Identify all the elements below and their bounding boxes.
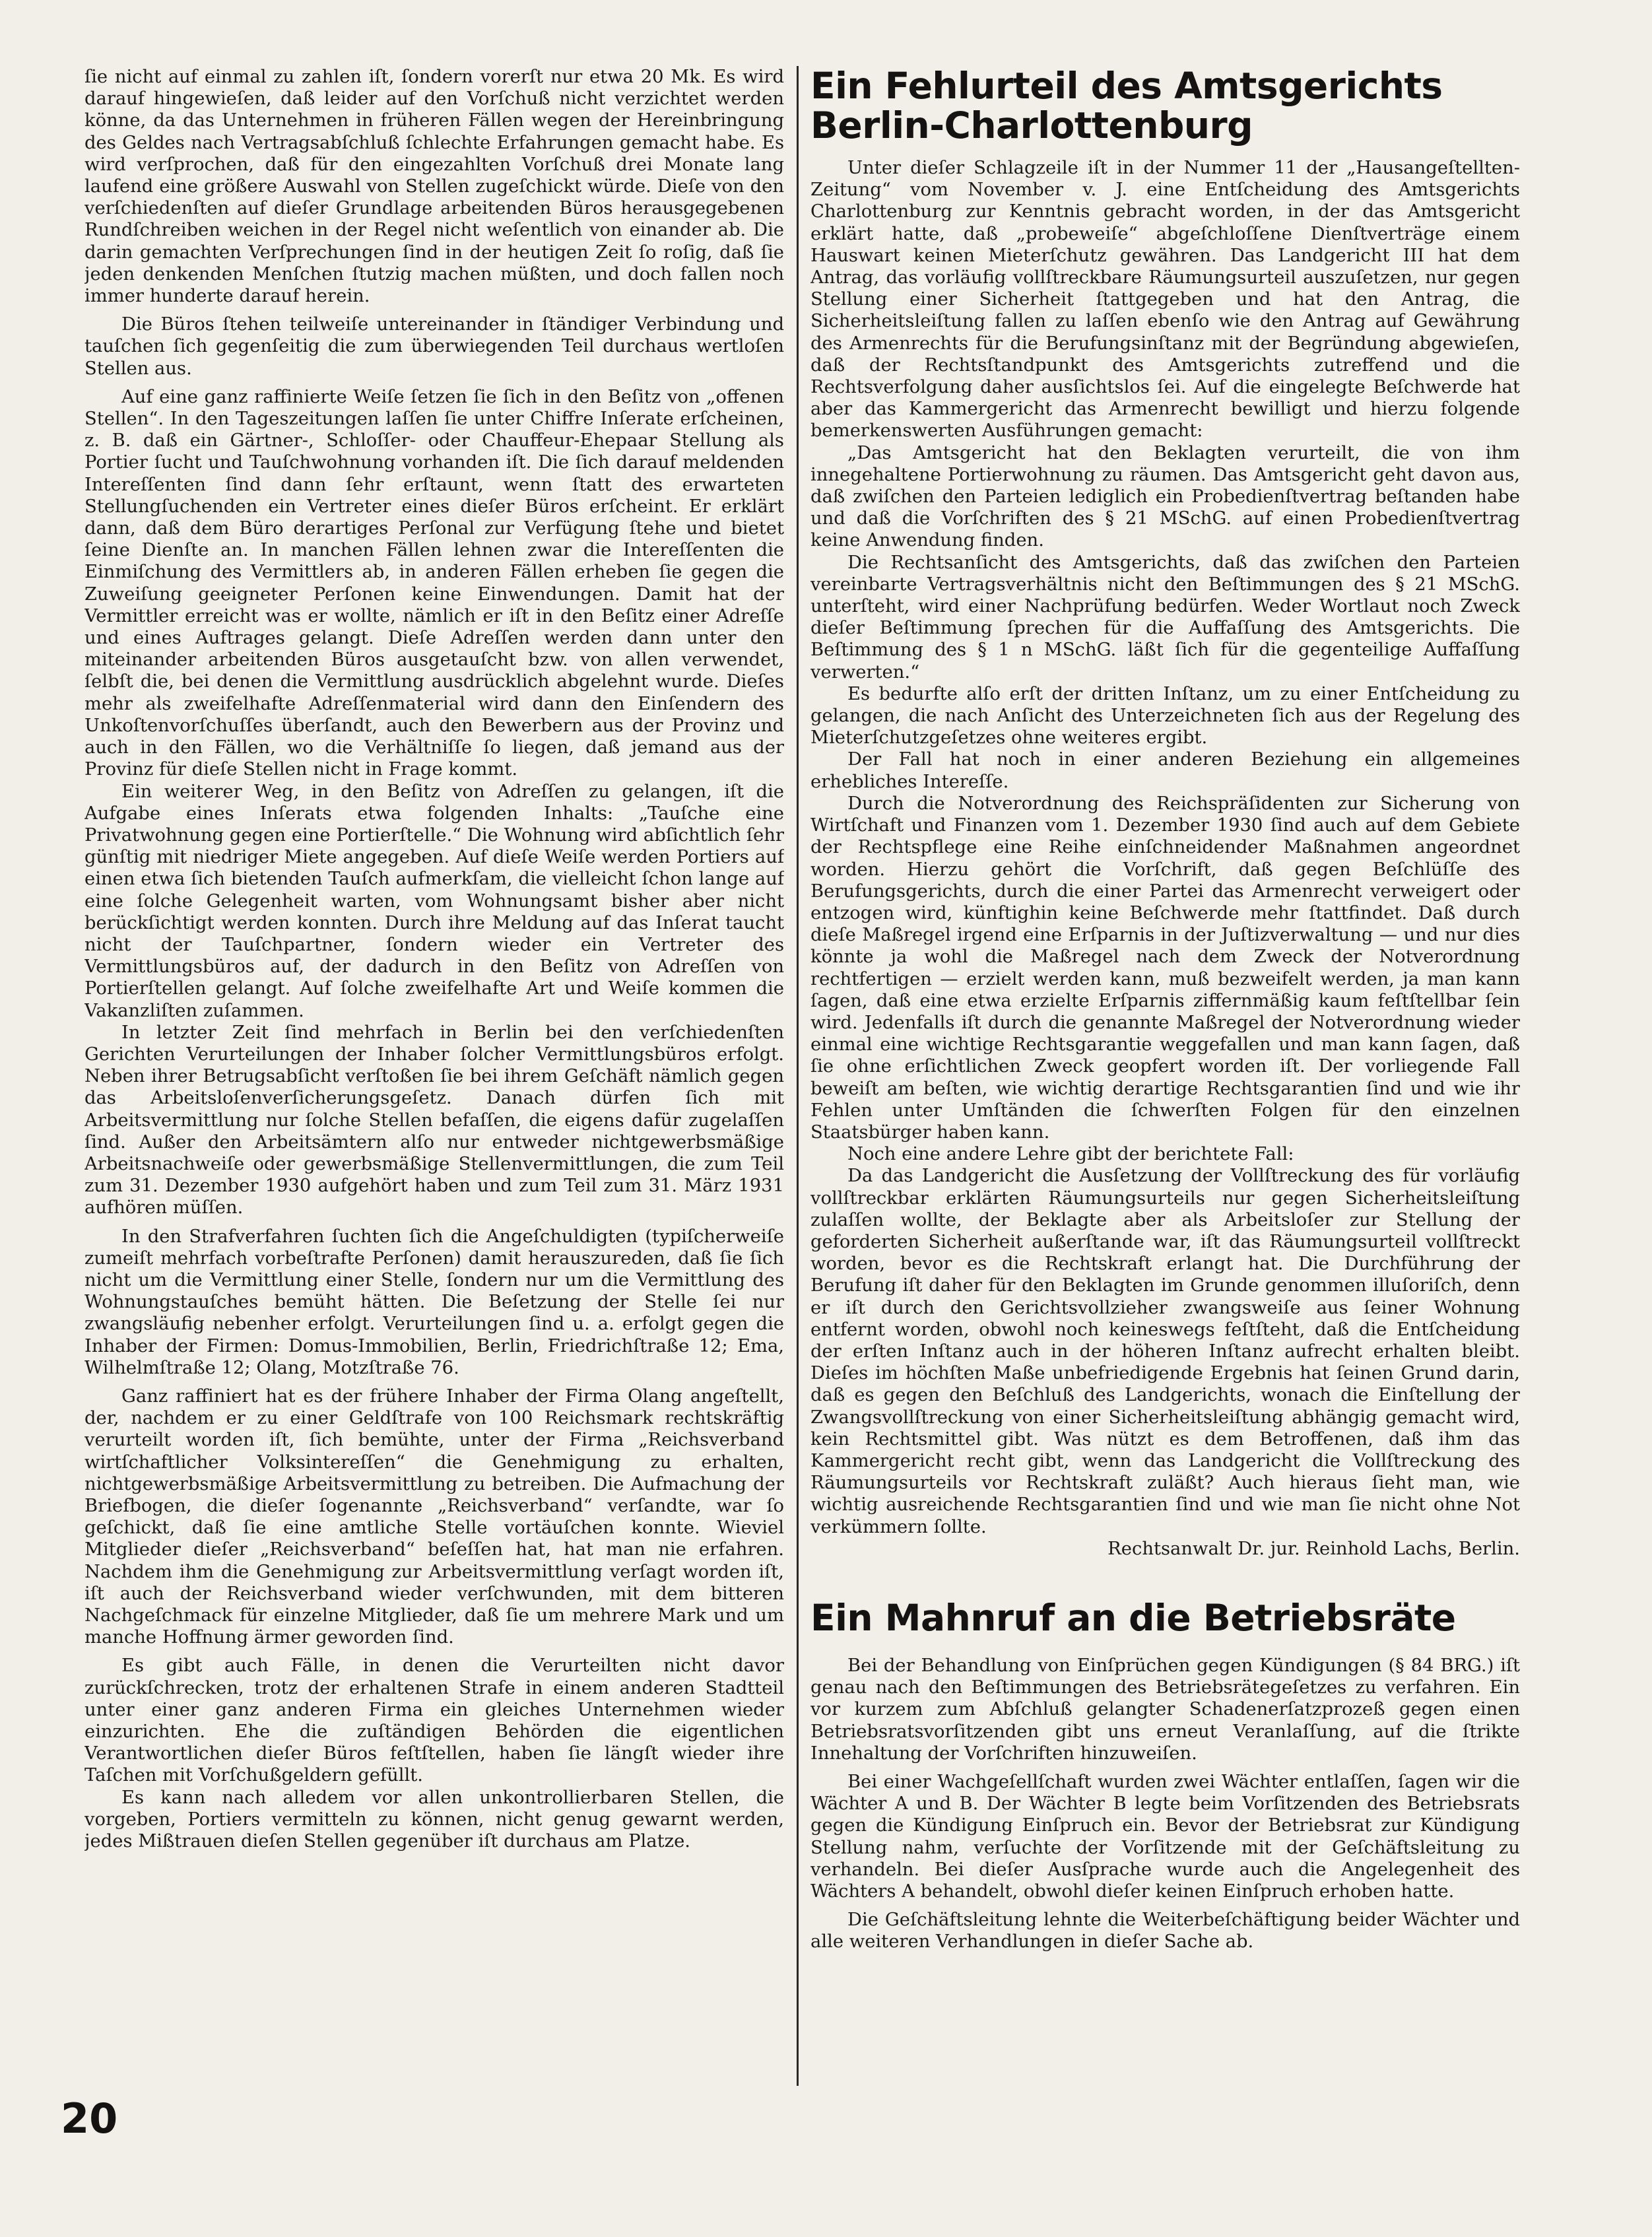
left-paragraph-7: Ganz raffiniert hat es der frühere Inhaber der Firma Olang angeſtellt, der, nachdem er zu einer Geldſtrafe von 100 Reichsmark rechtskräftig verurteilt worden iſt, ſich bemühte, unter der Firma „Reichsverband wirtſchaftlicher Volksintereſſen“ die Genehmigung zu erhalten, nichtgewerbsmäßige Arbeitsvermittlung zu betreiben. Die Aufmachung der Briefbogen, die dieſer ſogenannte „Reichsverband“ verſandte, war ſo geſchickt, daß ſie eine amtliche Stelle vortäuſchen konnte. Wieviel Mitglieder dieſer „Reichsverband“ beſeſſen hat, hat man nie erfahren. Nachdem ihm die Genehmigung zur Arbeitsvermittlung verſagt worden iſt, iſt auch der Reichsverband wieder verſchwunden, mit dem bitteren Nachgeſchmack für einzelne Mitglieder, daß ſie um mehrere Mark und um manche Hoffnung ärmer geworden ſind. xyxy=(84,1386,784,1648)
page-number: 20 xyxy=(61,2094,118,2143)
left-paragraph-8: Es gibt auch Fälle, in denen die Verurteilten nicht davor zurückſchrecken, trotz der erhaltenen Strafe in einem anderen Stadtteil unter einer ganz anderen Firma ein gleiches Unternehmen wieder einzurichten. Ehe die zuſtändigen Behörden die eigentlichen Verantwortlichen dieſer Büros feſtſtellen, haben ſie längſt wieder ihre Taſchen mit Vorſchußgeldern gefüllt. xyxy=(84,1655,784,1786)
article-title-fehlurteil xyxy=(810,66,1520,145)
left-paragraph-3: Auf eine ganz raffinierte Weiſe ſetzen ſie ſich in den Beſitz von „offenen Stellen“. In den Tageszeitungen laſſen ſie unter Chiffre Inſerate erſcheinen, z. B. daß ein Gärtner-, Schloſſer- oder Chauffeur-Ehepaar Stellung als Portier ſucht und Tauſchwohnung vorhanden iſt. Die ſich darauf meldenden Intereſſenten ſind dann ſehr erſtaunt, wenn ſtatt des erwarteten Stellungſuchenden ein Vertreter eines dieſer Büros erſcheint. Er erklärt dann, daß dem Büro derartiges Perſonal zur Verfügung ſtehe und bietet ſeine Dienſte an. In manchen Fällen lehnen zwar die Intereſſenten die Einmiſchung des Vermittlers ab, in anderen Fällen erheben ſie gegen die Zuweiſung geeigneter Perſonen keine Einwendungen. Damit hat der Vermittler erreicht was er wollte, nämlich er iſt in den Beſitz einer Adreſſe und eines Auftrages gelangt. Dieſe Adreſſen werden dann unter den miteinander arbeitenden Büros ausgetauſcht bzw. von allen verwendet, ſelbſt die, bei denen die Vermittlung ausdrücklich abgelehnt wurde. Dieſes mehr als zweifelhafte Adreſſenmaterial wird dann den Einſendern des Unkoſtenvorſchuſſes überſandt, auch den Bewerbern aus der Provinz und auch in den Fällen, wo die Verhältniſſe ſo liegen, daß jemand aus der Provinz für dieſe Stellen nicht in Frage kommt. xyxy=(84,386,784,780)
article-title-line-2: Berlin-Charlottenburg xyxy=(810,104,1253,147)
article1-signature: Rechtsanwalt Dr. jur. Reinhold Lachs, Berlin. xyxy=(1107,1538,1520,1559)
column-divider xyxy=(797,66,799,2086)
article1-paragraph-7: Noch eine andere Lehre gibt der berichtete Fall: xyxy=(847,1144,1294,1165)
article2-paragraph-1: Bei der Behandlung von Einſprüchen gegen Kündigungen (§ 84 BRG.) iſt genau nach den Beſtimmungen des Betriebsrätegeſetzes zu verfahren. Ein vor kurzem zum Abſchluß gelangter Schadenerſatzprozeß gegen einen Betriebsratsvorſitzenden gibt uns erneut Veranlaſſung, auf die ſtrikte Innehaltung der Vorſchriften hinzuweiſen. xyxy=(810,1655,1520,1764)
right-column xyxy=(810,66,1520,2106)
article1-paragraph-4: Es bedurfte alſo erſt der dritten Inſtanz, um zu einer Entſcheidung zu gelangen, die nach Anſicht des Unterzeichneten ſich aus der Regelung des Mieterſchutzgeſetzes ohne weiteres ergibt. xyxy=(810,683,1520,749)
article-title-line-1: Ein Fehlurteil des Amtsgerichts xyxy=(810,66,1443,107)
article1-paragraph-1: Unter dieſer Schlagzeile iſt in der Nummer 11 der „Hausangeſtellten-Zeitung“ vom November v. J. eine Entſcheidung des Amtsgerichts Charlottenburg zur Kenntnis gebracht worden, in der das Amtsgericht erklärt hatte, daß „probeweiſe“ abgeſchloſſene Dienſtverträge einem Hauswart keinen Mieterſchutz gewähren. Das Landgericht III hat dem Antrag, das vorläufig vollſtreckbare Räumungsurteil auszuſetzen, nur gegen Stellung einer Sicherheit ſtattgegeben und hat den Antrag, die Sicherheitsleiſtung fallen zu laſſen ebenſo wie den Antrag auf Gewährung des Armenrechts für die Berufungsinſtanz mit der Begründung abgewieſen, daß der Rechtsſtandpunkt des Amtsgerichts zutreffend und die Rechtsverfolgung daher ausſichtslos ſei. Auf die eingelegte Beſchwerde hat aber das Kammergericht das Armenrecht bewilligt und hierzu folgende bemerkenswerten Ausführungen gemacht: xyxy=(810,158,1520,442)
article1-paragraph-8: Da das Landgericht die Ausſetzung der Vollſtreckung des für vorläufig vollſtreckbar erklärten Räumungsurteils nur gegen Sicherheitsleiſtung zulaſſen wollte, der Beklagte aber als Arbeitsloſer zur Stellung der geforderten Sicherheit außerſtande war, iſt das Räumungsurteil vollſtreckt worden, bevor es die Rechtskraft erlangt hat. Die Durchführung der Berufung iſt daher für den Beklagten im Grunde genommen illuſoriſch, denn er iſt durch den Gerichtsvollzieher zwangsweiſe aus ſeiner Wohnung entfernt worden, obwohl noch keineswegs feſtſteht, daß die Entſcheidung der erſten Inſtanz auch in der höheren Inſtanz aufrecht erhalten bleibt. Dieſes im höchſten Maße unbefriedigende Ergebnis hat ſeinen Grund darin, daß es gegen den Beſchluß des Landgerichts, wonach die Einſtellung der Zwangsvollſtreckung von einer Sicherheitsleiſtung abhängig gemacht wird, kein Rechtsmittel gibt. Was nützt es dem Betroffenen, daß ihm das Kammergericht recht gibt, wenn das Landgericht die Vollſtreckung des Räumungsurteils vor Rechtskraft zuläßt? Auch hieraus ſieht man, wie wichtig ausreichende Rechtsgarantien ſind und wie man ſie nicht ohne Not verkümmern ſollte. xyxy=(810,1166,1520,1537)
article2-paragraph-3: Die Geſchäftsleitung lehnte die Weiterbeſchäftigung beider Wächter und alle weiteren Verhandlungen in dieſer Sache ab. xyxy=(810,1910,1520,1953)
left-paragraph-9: Es kann nach alledem vor allen unkontrollierbaren Stellen, die vorgeben, Portiers vermitteln zu können, nicht genug gewarnt werden, jedes Mißtrauen dieſen Stellen gegenüber iſt durchaus am Platze. xyxy=(84,1787,784,1852)
article2-paragraph-2: Bei einer Wachgeſellſchaft wurden zwei Wächter entlaſſen, ſagen wir die Wächter A und B. Der Wächter B legte beim Vorſitzenden des Betriebsrats gegen die Kündigung Einſpruch ein. Bevor der Betriebsrat zur Kündigung Stellung nahm, verſuchte der Vorſitzende mit der Geſchäftsleitung zu verhandeln. Bei dieſer Ausſprache wurde auch die Angelegenheit des Wächters A behandelt, obwohl dieſer keinen Einſpruch erhoben hatte. xyxy=(810,1772,1520,1902)
article1-paragraph-6: Durch die Notverordnung des Reichspräſidenten zur Sicherung von Wirtſchaft und Finanzen vom 1. Dezember 1930 ſind auch auf dem Gebiete der Rechtspflege eine Reihe einſchneidender Maßnahmen angeordnet worden. Hierzu gehört die Vorſchrift, daß gegen Beſchlüſſe des Berufungsgerichts, durch die einer Partei das Armenrecht verweigert oder entzogen wird, künftighin keine Beſchwerde mehr ſtattfindet. Daß durch dieſe Maßregel irgend eine Erſparnis in der Juſtizverwaltung — und nur dies könnte ja wohl die Maßregel nach dem Zweck der Notverordnung rechtfertigen — erzielt werden kann, muß bezweifelt werden, ja man kann ſagen, daß eine etwa erzielte Erſparnis ziffernmäßig kaum feſtſtellbar ſein wird. Jedenfalls iſt durch die genannte Maßregel der Notverordnung wieder einmal eine wichtige Rechtsgarantie weggefallen und man kann ſagen, daß ſie ohne erſichtlichen Zweck geopfert worden iſt. Der vorliegende Fall beweiſt am beſten, wie wichtig derartige Rechtsgarantien ſind und wie ihr Fehlen unter Umſtänden die ſchwerſten Folgen für den einzelnen Staatsbürger haben kann. xyxy=(810,793,1520,1143)
left-paragraph-4: Ein weiterer Weg, in den Beſitz von Adreſſen zu gelangen, iſt die Aufgabe eines Inſerats etwa folgenden Inhalts: „Tauſche eine Privatwohnung gegen eine Portierſtelle.“ Die Wohnung wird abſichtlich ſehr günſtig mit niedriger Miete angegeben. Auf dieſe Weiſe werden Portiers auf einen etwa ſich bietenden Tauſch aufmerkſam, die vielleicht ſchon lange auf eine ſolche Gelegenheit warten, vom Wohnungsamt bisher aber nicht berückſichtigt werden konnten. Durch ihre Meldung auf das Inſerat taucht nicht der Tauſchpartner, ſondern wieder ein Vertreter des Vermittlungsbüros auf, der dadurch in den Beſitz von Adreſſen von Portierſtellen gelangt. Auf ſolche zweifelhafte Art und Weiſe kommen die Vakanzliſten zuſammen. xyxy=(84,781,784,1021)
left-paragraph-2: Die Büros ſtehen teilweiſe untereinander in ſtändiger Verbindung und tauſchen ſich gegenſeitig die zum überwiegenden Teil durchaus wertloſen Stellen aus. xyxy=(84,314,784,379)
left-paragraph-6: In den Strafverfahren ſuchten ſich die Angeſchuldigten (typiſcherweiſe zumeiſt mehrfach vorbeſtrafte Perſonen) damit herauszureden, daß ſie ſich nicht um die Vermittlung einer Stelle, ſondern nur um die Vermittlung des Wohnungstauſches bemüht hätten. Die Beſetzung der Stelle ſei nur zwangsläufig nebenher erfolgt. Verurteilungen ſind u. a. erfolgt gegen die Inhaber der Firmen: Domus-Immobilien, Berlin, Friedrichſtraße 12; Ema, Wilhelmſtraße 12; Olang, Motzſtraße 76. xyxy=(84,1226,784,1378)
article1-quote-2: Die Rechtsanſicht des Amtsgerichts, daß das zwiſchen den Parteien vereinbarte Vertragsverhältnis nicht den Beſtimmungen des § 21 MSchG. unterſteht, wird einer Nachprüfung bedürfen. Weder Wortlaut noch Zweck dieſer Beſtimmung ſprechen für die Auffaſſung des Amtsgerichts. Die Beſtimmung des § 1 n MSchG. läßt ſich für die gegenteilige Auffaſſung verwerten.“ xyxy=(810,552,1520,683)
left-paragraph-1: ſie nicht auf einmal zu zahlen iſt, ſondern vorerſt nur etwa 20 Mk. Es wird darauf hingewieſen, daß leider auf den Vorſchuß nicht verzichtet werden könne, da das Unternehmen in früheren Fällen wegen der Hereinbringung des Geldes nach Vertragsabſchluß ſchlechte Erfahrungen gemacht habe. Es wird verſprochen, daß für den eingezahlten Vorſchuß drei Monate lang laufend eine größere Auswahl von Stellen zugeſchickt würde. Dieſe von den verſchiedenſten auf dieſer Grundlage arbeitenden Büros herausgegebenen Rundſchreiben weichen in der Regel nicht weſentlich von einander ab. Die darin gemachten Verſprechungen ſind in der heutigen Zeit ſo roſig, daß ſie jeden denkenden Menſchen ſtutzig machen müßten, und doch fallen noch immer hunderte darauf herein. xyxy=(84,67,784,307)
article-mahnruf xyxy=(810,1598,1520,1953)
left-column xyxy=(84,66,784,2106)
article1-paragraph-5: Der Fall hat noch in einer anderen Beziehung ein allgemeines erhebliches Intereſſe. xyxy=(810,749,1520,792)
article-fehlurteil xyxy=(810,66,1520,1560)
article-title-mahnruf: Ein Mahnruf an die Betriebsräte xyxy=(810,1597,1456,1639)
article1-quote-1: „Das Amtsgericht hat den Beklagten verurteilt, die von ihm innegehaltene Portierwohnung zu räumen. Das Amtsgericht geht davon aus, daß zwiſchen den Parteien lediglich ein Probedienſtvertrag beſtanden habe und daß die Vorſchriften des § 21 MSchG. auf einen Probedienſtvertrag keine Anwendung finden. xyxy=(810,442,1520,551)
left-paragraph-5: In letzter Zeit ſind mehrfach in Berlin bei den verſchiedenſten Gerichten Verurteilungen der Inhaber ſolcher Vermittlungsbüros erfolgt. Neben ihrer Betrugsabſicht verſtoßen ſie bei ihrem Geſchäft nämlich gegen das Arbeitsloſenverſicherungsgeſetz. Danach dürfen ſich mit Arbeitsvermittlung nur ſolche Stellen befaſſen, die eigens dafür zugelaſſen ſind. Außer den Arbeitsämtern alſo nur entweder nichtgewerbsmäßige Arbeitsnachweiſe oder gewerbsmäßige Stellenvermittlungen, die zum Teil zum 31. Dezember 1930 aufgehört haben und zum Teil zum 31. März 1931 aufhören müſſen. xyxy=(84,1022,784,1219)
